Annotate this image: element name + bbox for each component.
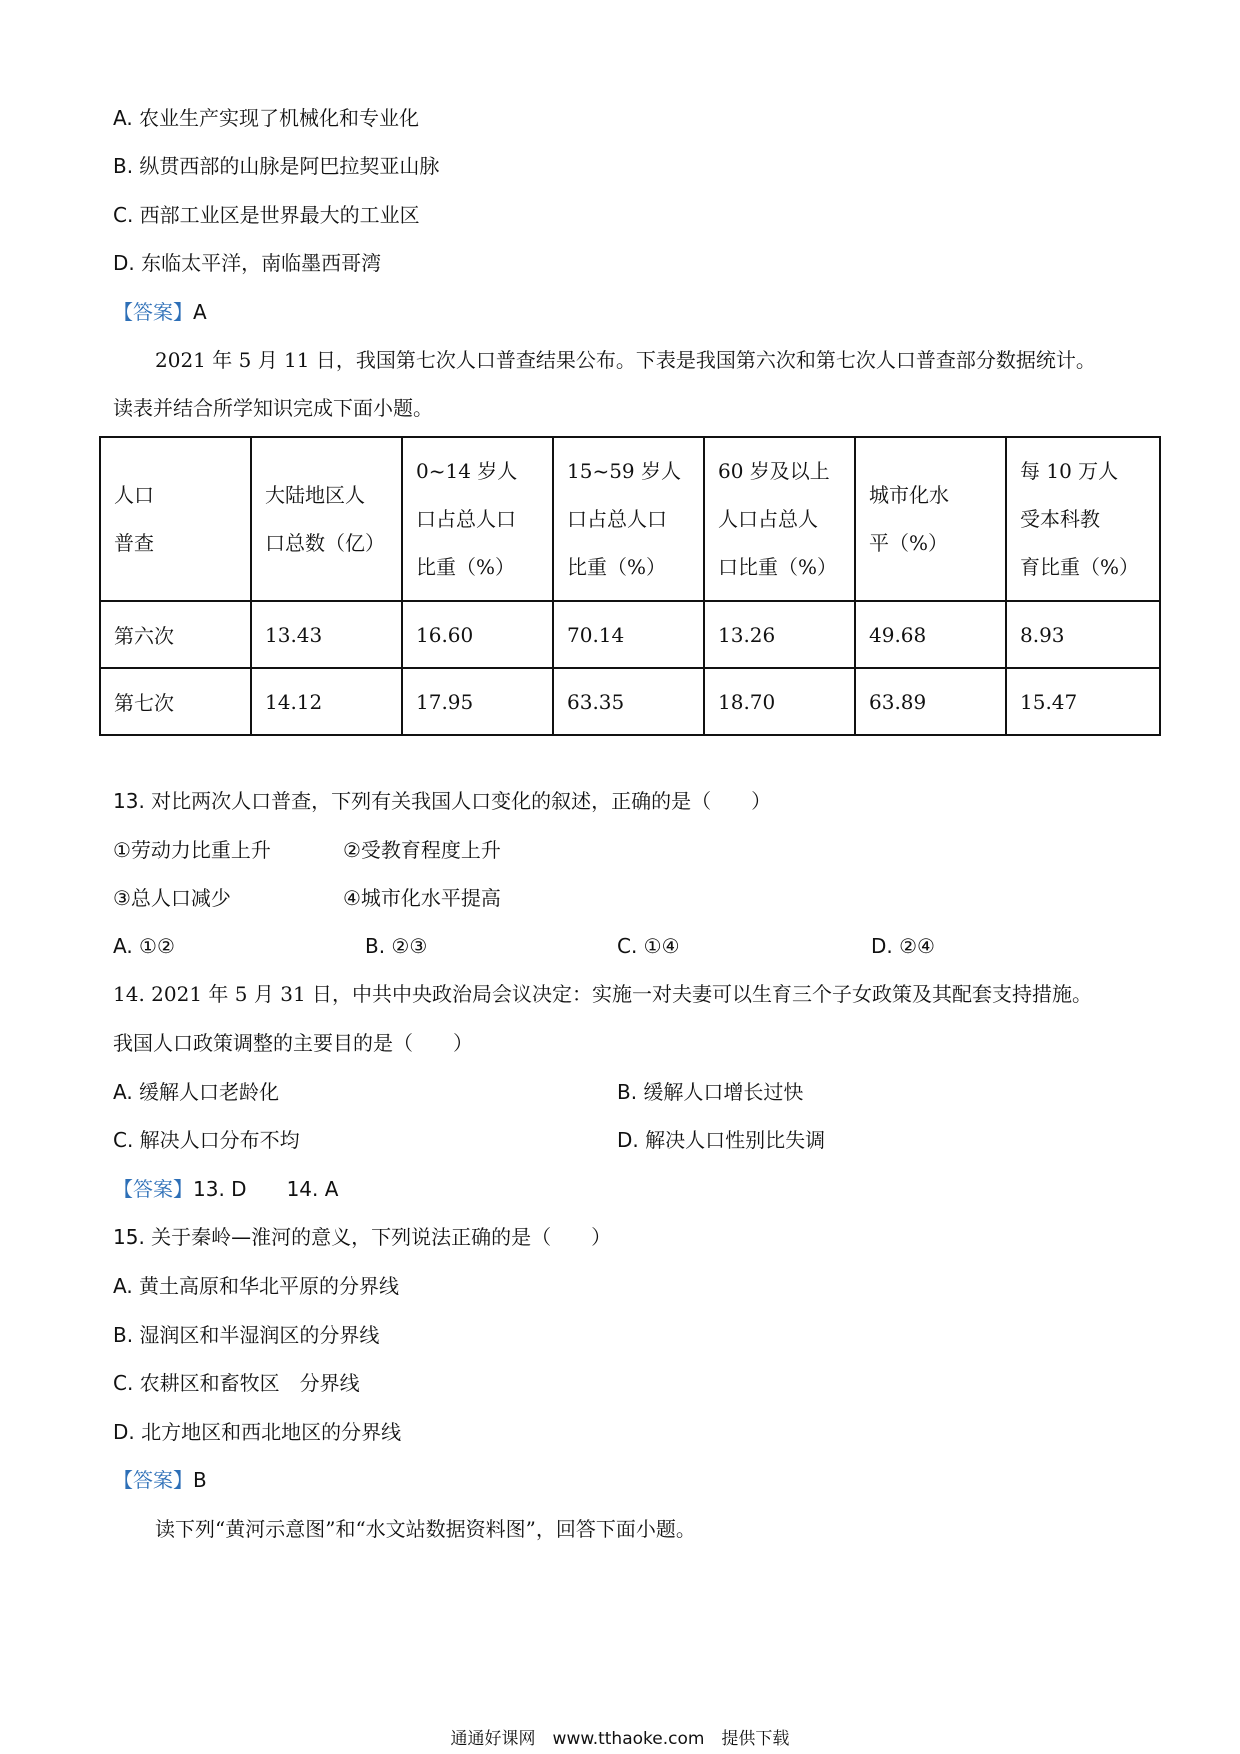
answer-tag: 【答案】 bbox=[113, 1468, 193, 1492]
q13-option-b: B. ②③ bbox=[365, 934, 428, 958]
answer-line bbox=[113, 298, 207, 326]
table-header-row bbox=[100, 437, 1160, 601]
table-cell: 8.93 bbox=[1006, 601, 1160, 668]
intro-line-1: 2021 年 5 月 11 日，我国第七次人口普查结果公布。下表是我国第六次和第七次人口普查部分数据统计。 bbox=[155, 348, 1096, 372]
q13-statement: ④城市化水平提高 bbox=[343, 886, 501, 910]
header-cell: 每 10 万人 受本科教 育比重（%） bbox=[1006, 437, 1160, 601]
answer-value: A bbox=[193, 300, 207, 324]
q14-stem-1: 14. 2021 年 5 月 31 日，中共中央政治局会议决定：实施一对夫妻可以生育三个子女政策及其配套支持措施。 bbox=[113, 982, 1093, 1006]
answer-line bbox=[113, 1175, 338, 1203]
q13-statement: ②受教育程度上升 bbox=[343, 838, 501, 862]
q14-stem-2: 我国人口政策调整的主要目的是（ ） bbox=[113, 1031, 473, 1055]
option-d: D. 东临太平洋，南临墨西哥湾 bbox=[113, 251, 382, 275]
header-cell: 大陆地区人 口总数（亿） bbox=[251, 437, 402, 601]
header-cell: 人口 普查 bbox=[100, 437, 251, 601]
table-cell: 16.60 bbox=[402, 601, 553, 668]
table-cell: 第六次 bbox=[100, 601, 251, 668]
answer-line bbox=[113, 1466, 207, 1494]
table-cell: 13.26 bbox=[704, 601, 855, 668]
q13-option-a: A. ①② bbox=[113, 934, 175, 958]
header-cell: 城市化水 平（%） bbox=[855, 437, 1006, 601]
q15-option-a: A. 黄土高原和华北平原的分界线 bbox=[113, 1274, 400, 1298]
table-cell: 63.89 bbox=[855, 668, 1006, 735]
option-c: C. 西部工业区是世界最大的工业区 bbox=[113, 203, 420, 227]
answer-value: 13. D 14. A bbox=[193, 1177, 339, 1201]
header-cell: 60 岁及以上 人口占总人 口比重（%） bbox=[704, 437, 855, 601]
q15-option-c: C. 农耕区和畜牧区 分界线 bbox=[113, 1371, 360, 1395]
table-cell: 第七次 bbox=[100, 668, 251, 735]
census-table bbox=[99, 436, 1161, 736]
header-cell: 0~14 岁人 口占总人口 比重（%） bbox=[402, 437, 553, 601]
q14-option-a: A. 缓解人口老龄化 bbox=[113, 1080, 280, 1104]
q13-stem: 13. 对比两次人口普查，下列有关我国人口变化的叙述，正确的是（ ） bbox=[113, 789, 772, 813]
table-row bbox=[100, 601, 1160, 668]
table-cell: 14.12 bbox=[251, 668, 402, 735]
q15-option-b: B. 湿润区和半湿润区的分界线 bbox=[113, 1323, 380, 1347]
q15-stem: 15. 关于秦岭—淮河的意义，下列说法正确的是（ ） bbox=[113, 1225, 612, 1249]
answer-tag: 【答案】 bbox=[113, 1177, 193, 1201]
page-footer: 通通好课网 www.tthaoke.com 提供下载 bbox=[450, 1729, 790, 1749]
intro-line-2: 读表并结合所学知识完成下面小题。 bbox=[113, 396, 433, 420]
q13-statement: ③总人口减少 bbox=[113, 886, 231, 910]
table-cell: 13.43 bbox=[251, 601, 402, 668]
q13-option-d: D. ②④ bbox=[871, 934, 935, 958]
table-cell: 49.68 bbox=[855, 601, 1006, 668]
table-cell: 17.95 bbox=[402, 668, 553, 735]
q15-option-d: D. 北方地区和西北地区的分界线 bbox=[113, 1420, 402, 1444]
table-row bbox=[100, 668, 1160, 735]
table-cell: 18.70 bbox=[704, 668, 855, 735]
option-b: B. 纵贯西部的山脉是阿巴拉契亚山脉 bbox=[113, 154, 440, 178]
q14-option-c: C. 解决人口分布不均 bbox=[113, 1128, 300, 1152]
table-cell: 63.35 bbox=[553, 668, 704, 735]
answer-value: B bbox=[193, 1468, 207, 1492]
table-cell: 70.14 bbox=[553, 601, 704, 668]
q13-statement: ①劳动力比重上升 bbox=[113, 838, 271, 862]
option-a: A. 农业生产实现了机械化和专业化 bbox=[113, 106, 420, 130]
q13-option-c: C. ①④ bbox=[617, 934, 680, 958]
q14-option-d: D. 解决人口性别比失调 bbox=[617, 1128, 826, 1152]
header-cell: 15~59 岁人 口占总人口 比重（%） bbox=[553, 437, 704, 601]
answer-tag: 【答案】 bbox=[113, 300, 193, 324]
table-cell: 15.47 bbox=[1006, 668, 1160, 735]
q14-option-b: B. 缓解人口增长过快 bbox=[617, 1080, 804, 1104]
closing-instruction: 读下列“黄河示意图”和“水文站数据资料图”，回答下面小题。 bbox=[155, 1517, 696, 1541]
